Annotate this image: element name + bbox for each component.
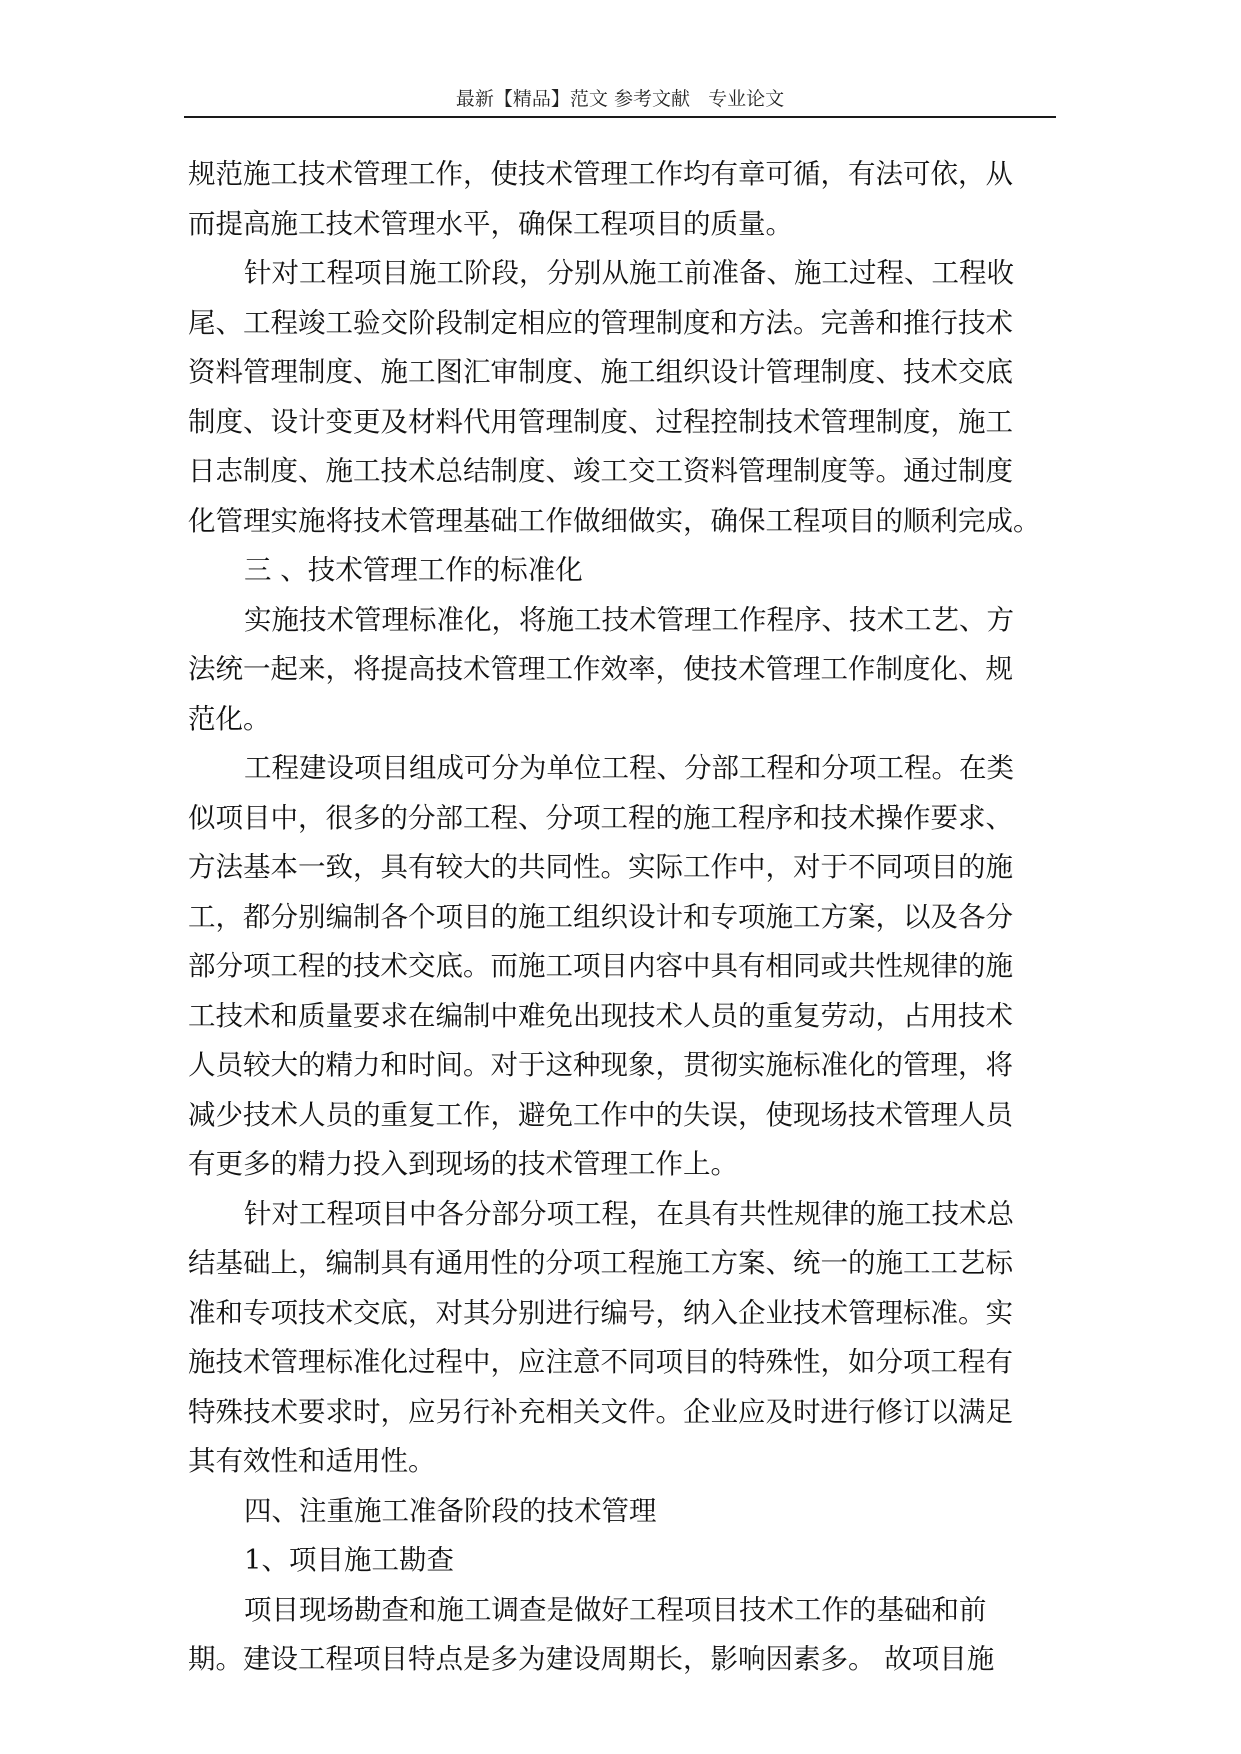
text-line: 法统一起来，将提高技术管理工作效率，使技术管理工作制度化、规 [188, 653, 1013, 685]
text-line: 其有效性和适用性。 [188, 1445, 436, 1477]
text-line: 范化。 [188, 702, 271, 735]
text-line: 1、项目施工勘查 [244, 1544, 454, 1576]
text-line: 方法基本一致，具有较大的共同性。实际工作中，对于不同项目的施 [188, 851, 1013, 883]
text-line: 部分项工程的技术交底。而施工项目内容中具有相同或共性规律的施 [188, 950, 1013, 982]
text-line: 实施技术管理标准化，将施工技术管理工作程序、技术工艺、方 [244, 603, 1014, 636]
text-line: 四、注重施工准备阶段的技术管理 [244, 1494, 657, 1527]
text-line: 三 、技术管理工作的标准化 [244, 554, 583, 586]
text-line: 施技术管理标准化过程中，应注意不同项目的特殊性，如分项工程有 [188, 1346, 1013, 1378]
header-text: 最新【精品】范文 参考文献 专业论文 [455, 88, 785, 110]
text-line: 结基础上，编制具有通用性的分项工程施工方案、统一的施工工艺标 [188, 1247, 1013, 1279]
text-line: 期。建设工程项目特点是多为建设周期长，影响因素多。 故项目施 [188, 1643, 995, 1675]
text-line: 人员较大的精力和时间。对于这种现象，贯彻实施标准化的管理，将 [188, 1049, 1013, 1081]
text-line: 工，都分别编制各个项目的施工组织设计和专项施工方案，以及各分 [188, 900, 1013, 933]
text-line: 项目现场勘查和施工调查是做好工程项目技术工作的基础和前 [244, 1593, 987, 1626]
text-line: 工程建设项目组成可分为单位工程、分部工程和分项工程。在类 [244, 752, 1014, 784]
text-line: 针对工程项目中各分部分项工程，在具有共性规律的施工技术总 [244, 1197, 1014, 1230]
text-line: 尾、工程竣工验交阶段制定相应的管理制度和方法。完善和推行技术 [188, 306, 1013, 339]
page-header [184, 82, 1056, 118]
text-line: 减少技术人员的重复工作，避免工作中的失误，使现场技术管理人员 [188, 1098, 1013, 1131]
text-line: 资料管理制度、施工图汇审制度、施工组织设计管理制度、技术交底 [188, 356, 1013, 388]
text-line: 规范施工技术管理工作，使技术管理工作均有章可循，有法可依，从 [188, 158, 1013, 190]
text-line: 准和专项技术交底，对其分别进行编号，纳入企业技术管理标准。实 [188, 1296, 1013, 1329]
text-line: 似项目中，很多的分部工程、分项工程的施工程序和技术操作要求、 [188, 801, 1013, 834]
text-line: 工技术和质量要求在编制中难免出现技术人员的重复劳动，占用技术 [188, 999, 1013, 1032]
text-line: 特殊技术要求时，应另行补充相关文件。企业应及时进行修订以满足 [188, 1395, 1013, 1428]
text-line: 制度、设计变更及材料代用管理制度、过程控制技术管理制度，施工 [188, 405, 1013, 438]
text-line: 化管理实施将技术管理基础工作做细做实，确保工程项目的顺利完成。 [188, 504, 1041, 537]
text-line: 而提高施工技术管理水平，确保工程项目的质量。 [188, 207, 793, 240]
text-line: 有更多的精力投入到现场的技术管理工作上。 [188, 1148, 738, 1180]
document-body [188, 150, 1056, 1685]
text-line: 日志制度、施工技术总结制度、竣工交工资料管理制度等。通过制度 [188, 455, 1013, 487]
text-line: 针对工程项目施工阶段，分别从施工前准备、施工过程、工程收 [244, 257, 1014, 289]
